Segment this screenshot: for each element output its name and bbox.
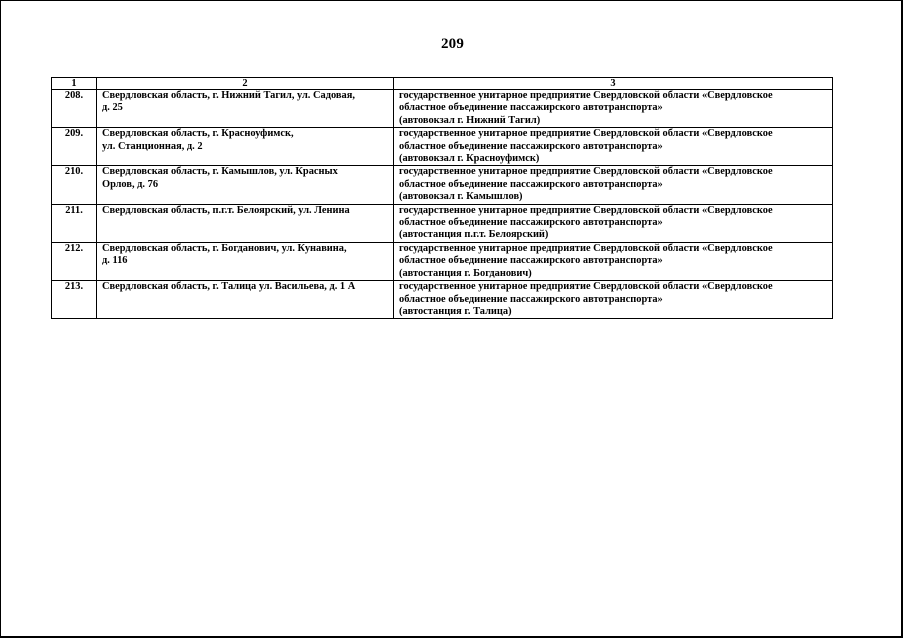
table-row — [52, 90, 833, 128]
column-header-organization: 3 — [394, 78, 833, 90]
organization-cell — [394, 204, 833, 242]
address-line: Свердловская область, г. Богданович, ул. Кунавина, — [102, 242, 347, 254]
address-line: д. 25 — [102, 102, 123, 114]
organization-cell — [394, 90, 833, 128]
address-cell — [97, 281, 394, 319]
address-line: Свердловская область, г. Камышлов, ул. Красных — [102, 166, 338, 178]
organization-line: (автовокзал г. Камышлов) — [399, 191, 523, 203]
row-number-cell: 211. — [52, 204, 97, 242]
table-row — [52, 128, 833, 166]
registry-table — [51, 77, 833, 319]
address-line: Свердловская область, г. Талица ул. Васильева, д. 1 А — [102, 281, 356, 293]
address-cell — [97, 90, 394, 128]
address-line: Орлов, д. 76 — [102, 178, 159, 190]
organization-cell — [394, 166, 833, 204]
address-cell — [97, 242, 394, 280]
organization-line: областное объединение пассажирского автотранспорта» — [399, 217, 663, 229]
organization-line: (автовокзал г. Нижний Тагил) — [399, 114, 541, 126]
organization-line: областное объединение пассажирского автотранспорта» — [399, 293, 663, 305]
column-header-address: 2 — [97, 78, 394, 90]
address-line: Свердловская область, г. Нижний Тагил, ул. Садовая, — [102, 90, 355, 101]
table-row — [52, 242, 833, 280]
organization-cell — [394, 242, 833, 280]
address-line: д. 116 — [102, 255, 128, 267]
row-number-cell: 208. — [52, 90, 97, 128]
column-header-number: 1 — [52, 78, 97, 90]
address-line: ул. Станционная, д. 2 — [102, 140, 203, 152]
organization-line: (автостанция п.г.т. Белоярский) — [399, 229, 549, 241]
organization-line: областное объединение пассажирского автотранспорта» — [399, 140, 663, 152]
organization-line: государственное унитарное предприятие Свердловской области «Свердловское — [399, 90, 773, 101]
address-line: Свердловская область, г. Красноуфимск, — [102, 128, 294, 140]
organization-cell — [394, 128, 833, 166]
organization-line: государственное унитарное предприятие Свердловской области «Свердловское — [399, 128, 773, 140]
organization-line: государственное унитарное предприятие Свердловской области «Свердловское — [399, 242, 773, 254]
table-row — [52, 204, 833, 242]
table-row — [52, 166, 833, 204]
organization-line: (автостанция г. Богданович) — [399, 267, 532, 279]
page-number: 209 — [440, 36, 465, 52]
address-cell — [97, 166, 394, 204]
organization-line: областное объединение пассажирского автотранспорта» — [399, 255, 663, 267]
row-number-cell: 212. — [52, 242, 97, 280]
organization-cell — [394, 281, 833, 319]
organization-line: (автостанция г. Талица) — [399, 305, 512, 317]
organization-line: областное объединение пассажирского автотранспорта» — [399, 178, 663, 190]
organization-line: областное объединение пассажирского автотранспорта» — [399, 102, 663, 114]
row-number-cell: 213. — [52, 281, 97, 319]
row-number-cell: 210. — [52, 166, 97, 204]
row-number-cell: 209. — [52, 128, 97, 166]
address-cell — [97, 128, 394, 166]
table-header-row — [52, 78, 833, 90]
table-row — [52, 281, 833, 319]
address-cell — [97, 204, 394, 242]
table-body — [52, 90, 833, 319]
organization-line: государственное унитарное предприятие Свердловской области «Свердловское — [399, 204, 773, 216]
organization-line: государственное унитарное предприятие Свердловской области «Свердловское — [399, 166, 773, 178]
organization-line: (автовокзал г. Красноуфимск) — [399, 153, 540, 165]
organization-line: государственное унитарное предприятие Свердловской области «Свердловское — [399, 281, 773, 293]
address-line: Свердловская область, п.г.т. Белоярский, ул. Ленина — [102, 204, 350, 216]
